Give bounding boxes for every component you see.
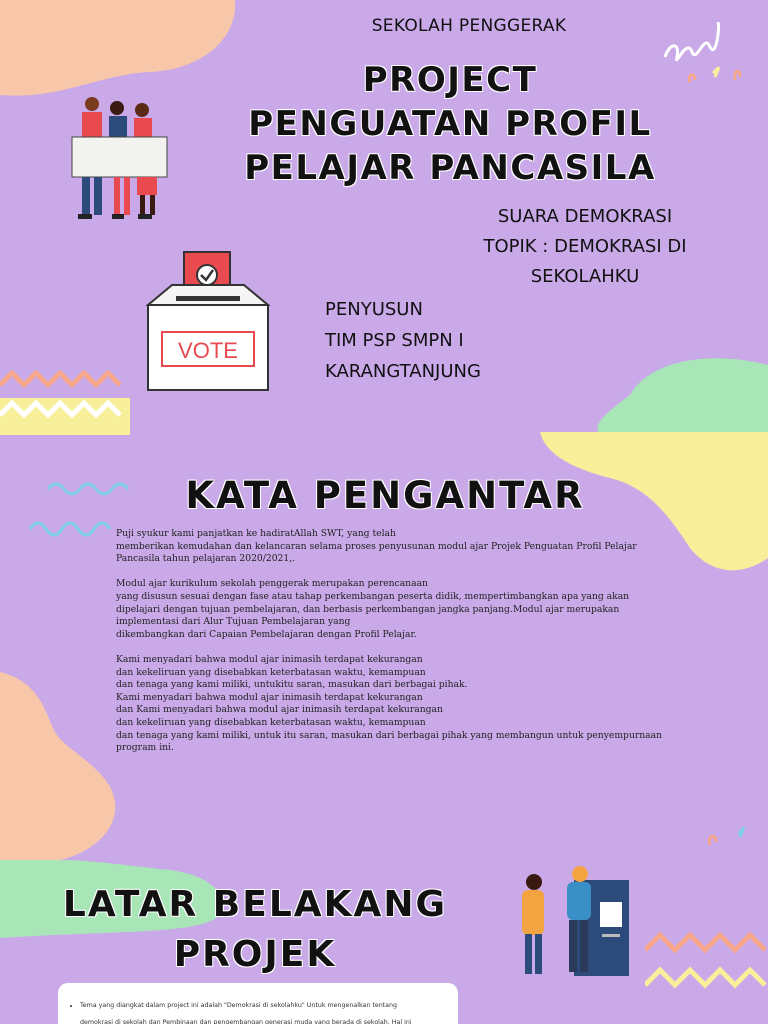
heading-line: PROJEK bbox=[173, 934, 337, 975]
foreword-paragraph: Kami menyadari bahwa modul ajar inimasih terdapat kekurangan dan kekeliruan yang disebabkan keterbatasan waktu, kemampuan dan tenaga yang kami miliki, untukitu saran, masukan dari berbagai pihak. Kami menyadari bahwa modul ajar inimasih terdapat kekurangan dan Kami menyadari bahwa modul ajar inimasih terdapat kekurangan dan kekeliruan yang disebabkan keterbatasan waktu, kemampuan dan tenaga yang kami miliki, untuk itu saran, masukan dari berbagai pihak yang membangun untuk penyempurnaan program ini. bbox=[116, 653, 663, 754]
school-label: SEKOLAH PENGGERAK bbox=[371, 16, 567, 36]
author-line: TIM PSP SMPN I bbox=[325, 330, 464, 351]
mint-blob-right bbox=[590, 355, 768, 435]
background-heading bbox=[40, 880, 470, 980]
small-doodle-icon bbox=[700, 815, 760, 855]
subtitle-line: SUARA DEMOKRASI bbox=[497, 206, 673, 227]
vote-label: VOTE bbox=[178, 338, 238, 363]
background-card bbox=[58, 983, 458, 1024]
people-with-banner-illustration bbox=[62, 92, 177, 227]
title-line: PROJECT bbox=[362, 60, 538, 100]
foreword-paragraph: Modul ajar kurikulum sekolah penggerak merupakan perencanaan yang disusun sesuai dengan fase atau tahap perkembangan peserta didik, mempertimbangkan apa yang akan dipelajari dengan tujuan pembelajaran, dan berbasis perkembangan jangka panjang.Modul ajar merupakan implementasi dari Alur Tujuan Pembelajaran yang dikembangkan dari Capaian Pembelajaran dengan Profil Pelajar. bbox=[116, 578, 630, 640]
list-item: demokrasi di sekolah dan Pembinaan dan pengembangan generasi muda yang berada di sekolah. Hal ini bbox=[80, 1019, 412, 1024]
foreword-body bbox=[116, 528, 696, 767]
authors-block bbox=[325, 294, 585, 387]
title-line: PENGUATAN PROFIL bbox=[248, 104, 652, 144]
heading-line: LATAR BELAKANG bbox=[62, 884, 448, 925]
author-line: PENYUSUN bbox=[325, 299, 423, 320]
wave-lines-right-bottom bbox=[645, 930, 768, 1024]
list-item: • Tema yang diangkat dalam project ini adalah "Demokrasi di sekolahku" Untuk mengenalkan tentang bbox=[80, 997, 448, 1014]
peach-blob-left bbox=[0, 672, 125, 872]
author-line: KARANGTANJUNG bbox=[325, 361, 481, 382]
foreword-paragraph: Puji syukur kami panjatkan ke hadiratAllah SWT, yang telah memberikan kemudahan dan kelancaran selama proses penyusunan modul ajar Projek Penguatan Profil Pelajar Pancasila tahun pelajaran 2020/2021,. bbox=[116, 528, 637, 565]
title-line: PELAJAR PANCASILA bbox=[244, 148, 656, 188]
page-title bbox=[200, 58, 700, 190]
subtitle-line: TOPIK : DEMOKRASI DI bbox=[483, 236, 687, 257]
ballot-box-illustration bbox=[146, 250, 270, 392]
wave-band-left bbox=[0, 370, 130, 435]
voters-illustration bbox=[512, 862, 632, 980]
foreword-heading: KATA PENGANTAR bbox=[185, 474, 585, 517]
background-list bbox=[58, 983, 458, 1024]
subtitle-line: SEKOLAHKU bbox=[530, 266, 640, 287]
subtitle bbox=[455, 202, 715, 292]
